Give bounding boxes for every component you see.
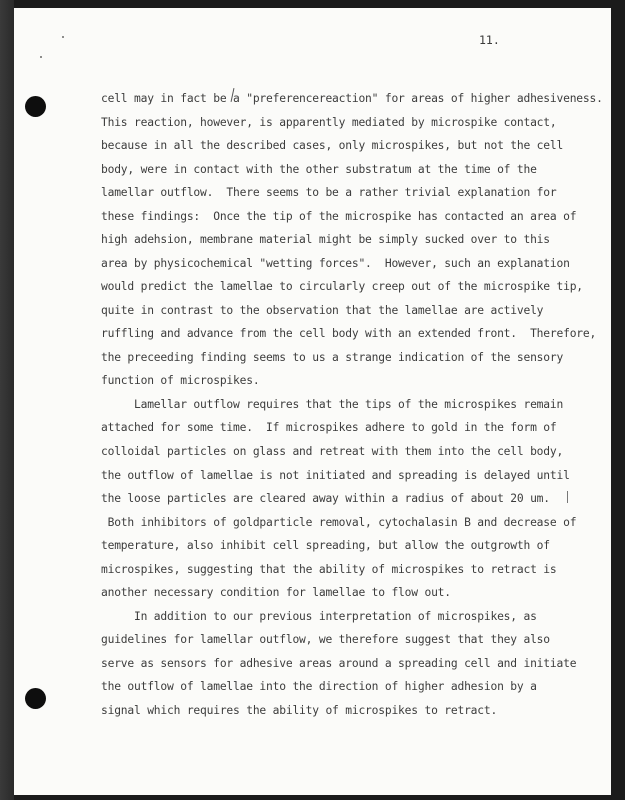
text-line: the preceeding finding seems to us a strange indication of the sensory (101, 351, 564, 364)
text-line: high adehsion, membrane material might be simply sucked over to this (101, 233, 550, 246)
binder-edge (0, 0, 14, 800)
margin-mark (567, 491, 568, 503)
text-line: cell may in fact be a "preferencereaction" for areas of higher adhesiveness. (101, 92, 603, 105)
text-line: attached for some time. If microspikes adhere to gold in the form of (101, 421, 557, 434)
text-line: temperature, also inhibit cell spreading, but allow the outgrowth of (101, 539, 550, 552)
text-line: colloidal particles on glass and retreat with them into the cell body, (101, 445, 564, 458)
text-line: serve as sensors for adhesive areas around a spreading cell and initiate (101, 657, 577, 670)
text-line: would predict the lamellae to circularly creep out of the microspike tip, (101, 280, 583, 293)
text-line: the outflow of lamellae into the direction of higher adhesion by a (101, 680, 537, 693)
text-line: quite in contrast to the observation that the lamellae are actively (101, 304, 544, 317)
text-line: because in all the described cases, only microspikes, but not the cell (101, 139, 564, 152)
text-line: microspikes, suggesting that the ability of microspikes to retract is (101, 563, 557, 576)
text-line: lamellar outflow. There seems to be a rather trivial explanation for (101, 186, 557, 199)
punch-hole-bottom (25, 688, 46, 709)
text-line: function of microspikes. (101, 374, 260, 387)
paper-speck (62, 36, 64, 38)
text-line: body, were in contact with the other substratum at the time of the (101, 163, 537, 176)
text-line: another necessary condition for lamellae to flow out. (101, 586, 451, 599)
text-line: signal which requires the ability of microspikes to retract. (101, 704, 498, 717)
text-line: the loose particles are cleared away within a radius of about 20 um. (101, 492, 550, 505)
text-line: This reaction, however, is apparently mediated by microspike contact, (101, 116, 557, 129)
text-line: the outflow of lamellae is not initiated and spreading is delayed until (101, 469, 570, 482)
text-line: area by physicochemical "wetting forces". However, such an explanation (101, 257, 570, 270)
text-line: In addition to our previous interpretation of microspikes, as (101, 610, 537, 623)
text-line: these findings: Once the tip of the microspike has contacted an area of (101, 210, 577, 223)
text-line: ruffling and advance from the cell body with an extended front. Therefore, (101, 327, 597, 340)
text-line: Both inhibitors of goldparticle removal, cytochalasin B and decrease of (101, 516, 577, 529)
text-line: Lamellar outflow requires that the tips of the microspikes remain (101, 398, 564, 411)
punch-hole-top (25, 96, 46, 117)
page-number: 11. (479, 33, 500, 47)
paper-speck (40, 56, 42, 58)
text-line: guidelines for lamellar outflow, we therefore suggest that they also (101, 633, 550, 646)
